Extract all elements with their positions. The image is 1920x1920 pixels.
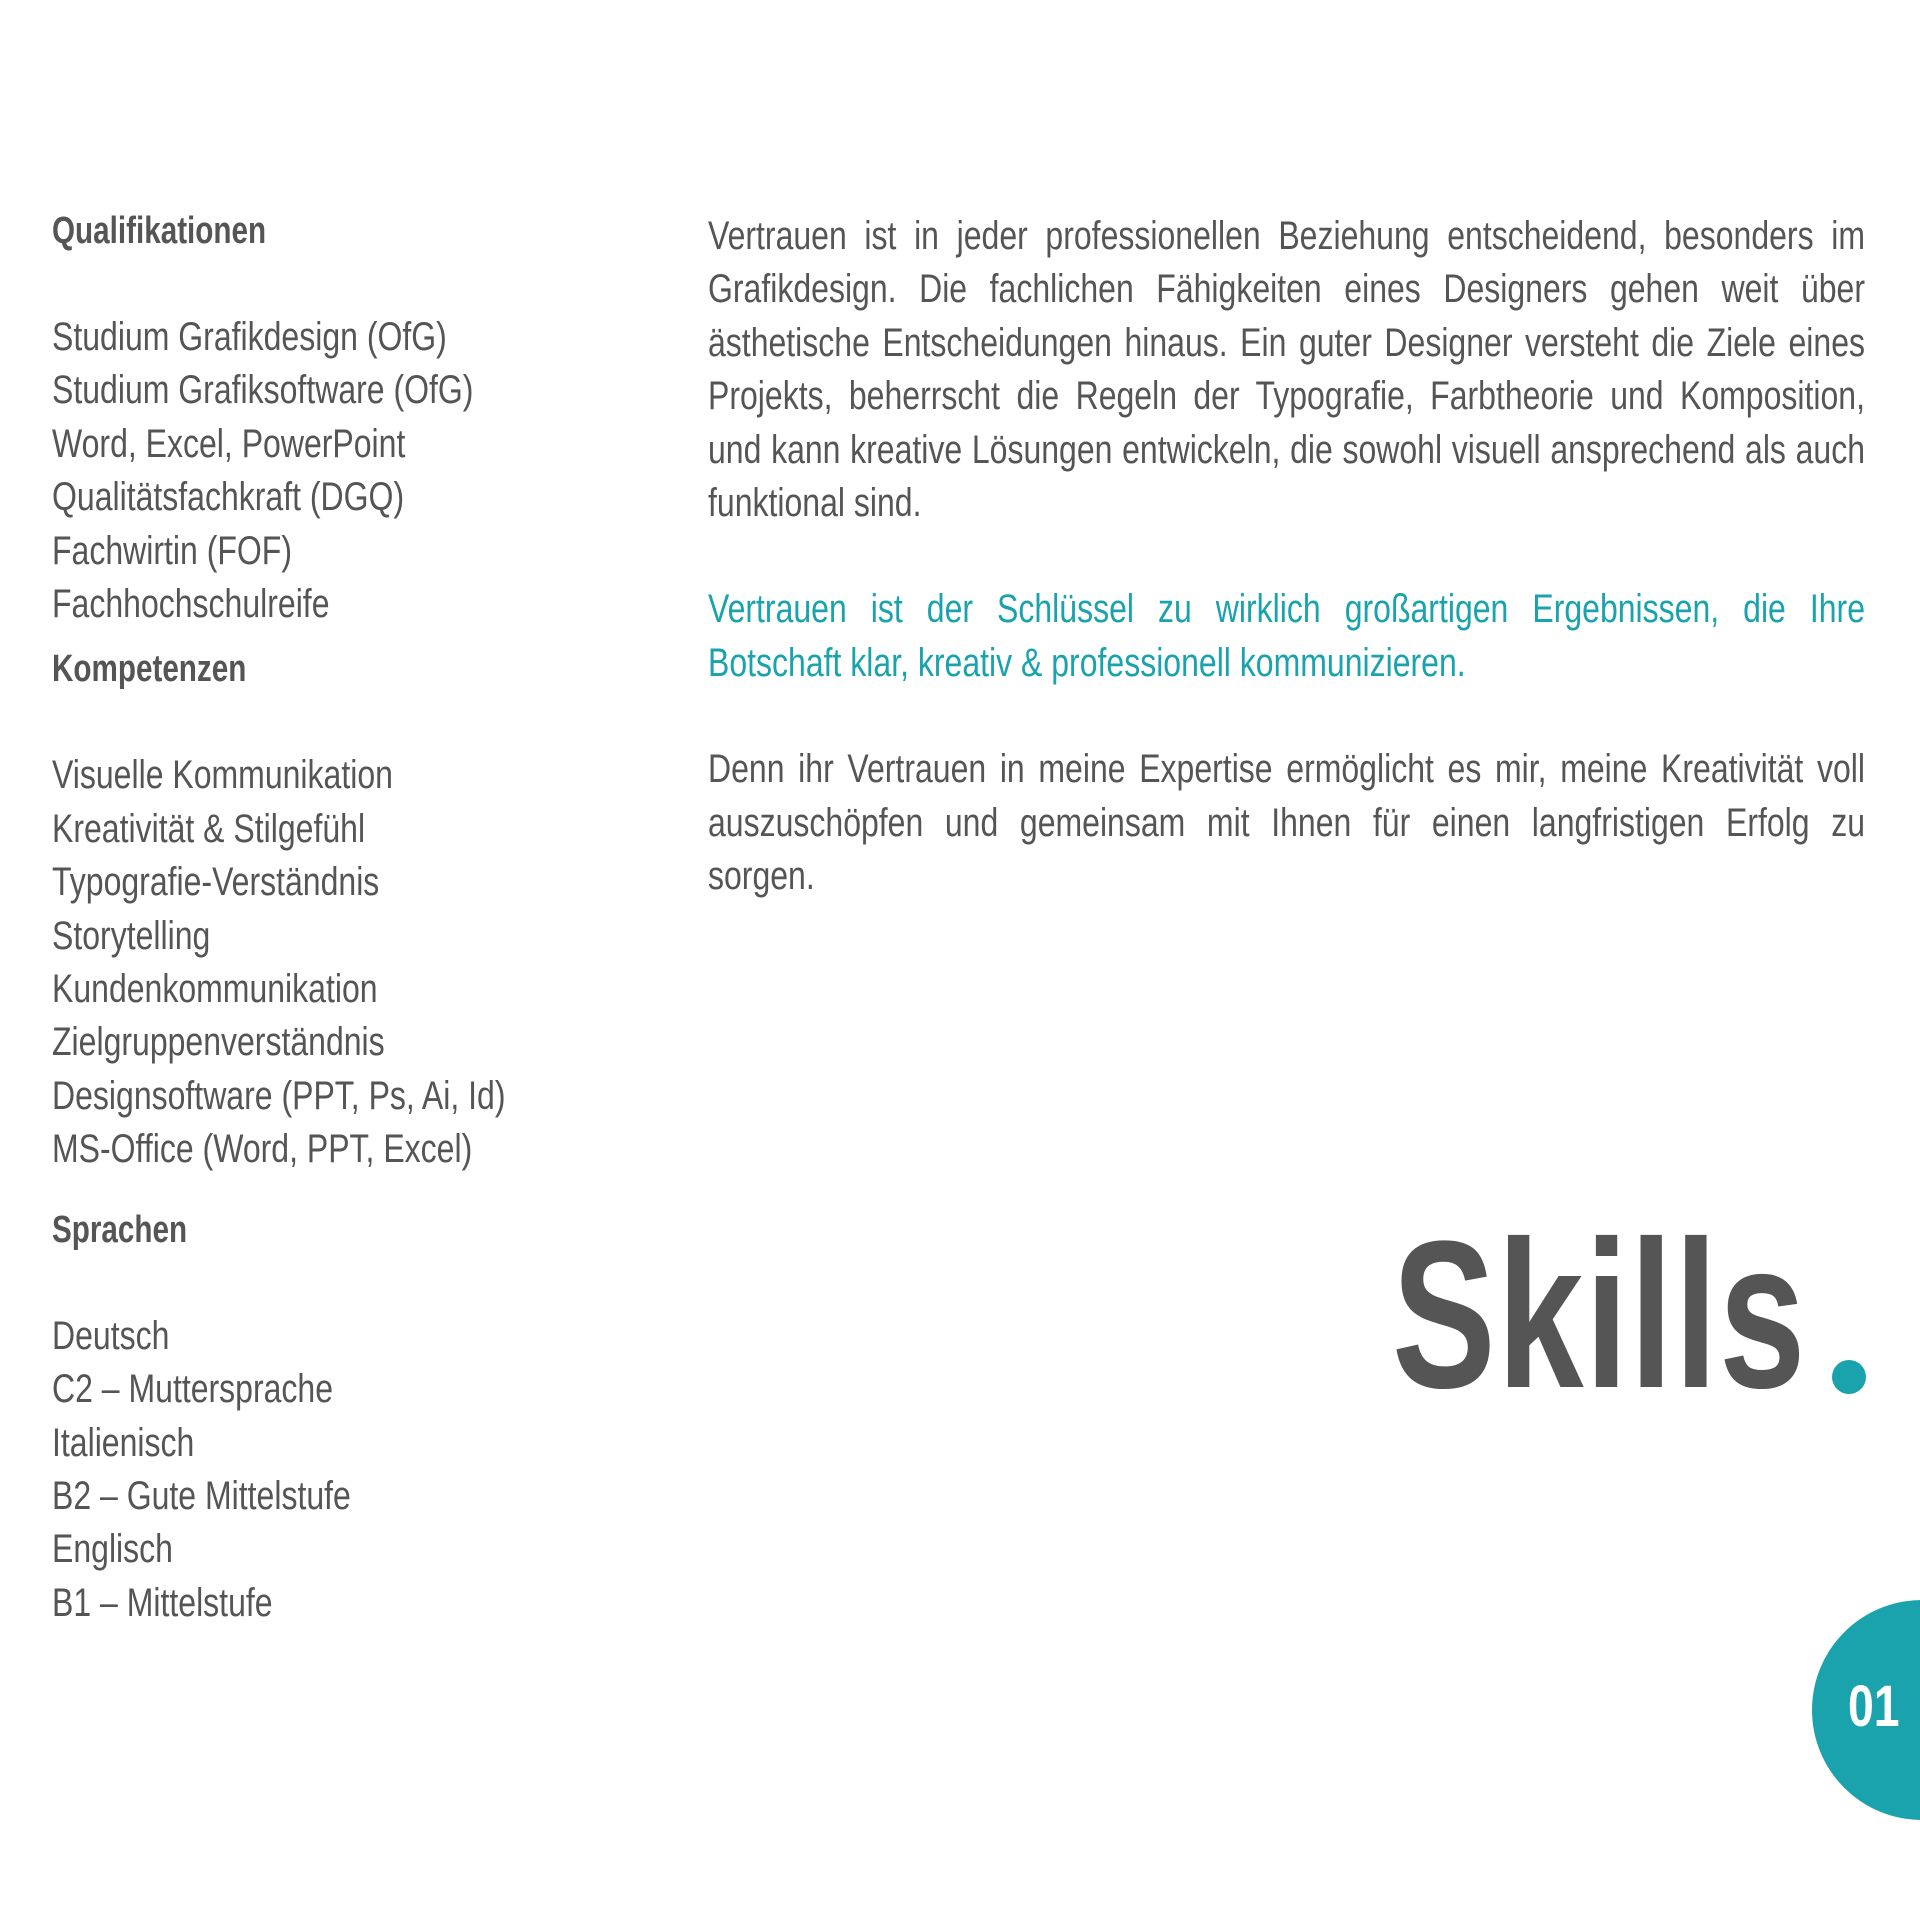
list-item: Kreativität & Stilgefühl xyxy=(52,806,366,851)
highlight-paragraph-text: Vertrauen ist der Schlüssel zu wirklich großartigen Ergebnissen, die Ihre Botschaft klar, kreativ & professionell kommunizieren. xyxy=(708,587,1865,685)
list-item: Qualitätsfachkraft (DGQ) xyxy=(52,475,405,520)
list-item: Fachwirtin (FOF) xyxy=(52,528,292,573)
list-item: Deutsch xyxy=(52,1313,170,1358)
list-item: Word, Excel, PowerPoint xyxy=(52,421,406,466)
highlight-paragraph xyxy=(708,583,1865,690)
list-item: Studium Grafiksoftware (OfG) xyxy=(52,368,474,413)
list-item: Designsoftware (PPT, Ps, Ai, Id) xyxy=(52,1073,506,1118)
kompetenzen-list xyxy=(52,749,672,1176)
list-item: Studium Grafikdesign (OfG) xyxy=(52,315,447,359)
right-column xyxy=(708,210,1865,903)
list-item: MS-Office (Word, PPT, Excel) xyxy=(52,1127,473,1172)
list-item: C2 – Muttersprache xyxy=(52,1367,334,1412)
sprachen-heading: Sprachen xyxy=(52,1208,188,1251)
page-title: Skills xyxy=(1392,1197,1807,1432)
sprachen-list xyxy=(52,1310,672,1630)
list-item: Zielgruppenverständnis xyxy=(52,1020,385,1065)
list-item: Fachhochschulreife xyxy=(52,582,330,627)
list-item: Storytelling xyxy=(52,913,211,958)
list-item: Kundenkommunikation xyxy=(52,967,378,1012)
list-item: Englisch xyxy=(52,1527,173,1572)
kompetenzen-heading: Kompetenzen xyxy=(52,648,247,691)
closing-paragraph-text: Denn ihr Vertrauen in meine Expertise ermöglicht es mir, meine Kreativität voll auszuschöpfen und gemeinsam mit Ihnen für einen langfristigen Erfolg zu sorgen. xyxy=(708,747,1865,899)
list-item: Visuelle Kommunikation xyxy=(52,753,393,798)
list-item: Italienisch xyxy=(52,1420,195,1465)
closing-paragraph xyxy=(708,743,1865,903)
qualifikationen-list xyxy=(52,311,672,631)
left-column xyxy=(52,205,672,1630)
list-item: B1 – Mittelstufe xyxy=(52,1580,273,1625)
intro-paragraph-text: Vertrauen ist in jeder professionellen Beziehung entscheidend, besonders im Grafikdesign. Die fachlichen Fähigkeiten eines Designers gehen weit über ästhetische Entscheidungen hinaus. Ein guter Designer versteht die Ziele eines Projekts, beherrscht die Regeln der Typografie, Farbtheorie und Komposition, und kann kreative Lösungen entwickeln, die sowohl visuell ansprechend als auch funktional sind. xyxy=(708,214,1865,526)
page-number: 01 xyxy=(1848,1674,1900,1739)
list-item: Typografie-Verständnis xyxy=(52,860,380,905)
accent-dot xyxy=(1832,1360,1866,1394)
list-item: B2 – Gute Mittelstufe xyxy=(52,1473,351,1518)
qualifikationen-heading: Qualifikationen xyxy=(52,210,267,252)
intro-paragraph xyxy=(708,210,1865,530)
